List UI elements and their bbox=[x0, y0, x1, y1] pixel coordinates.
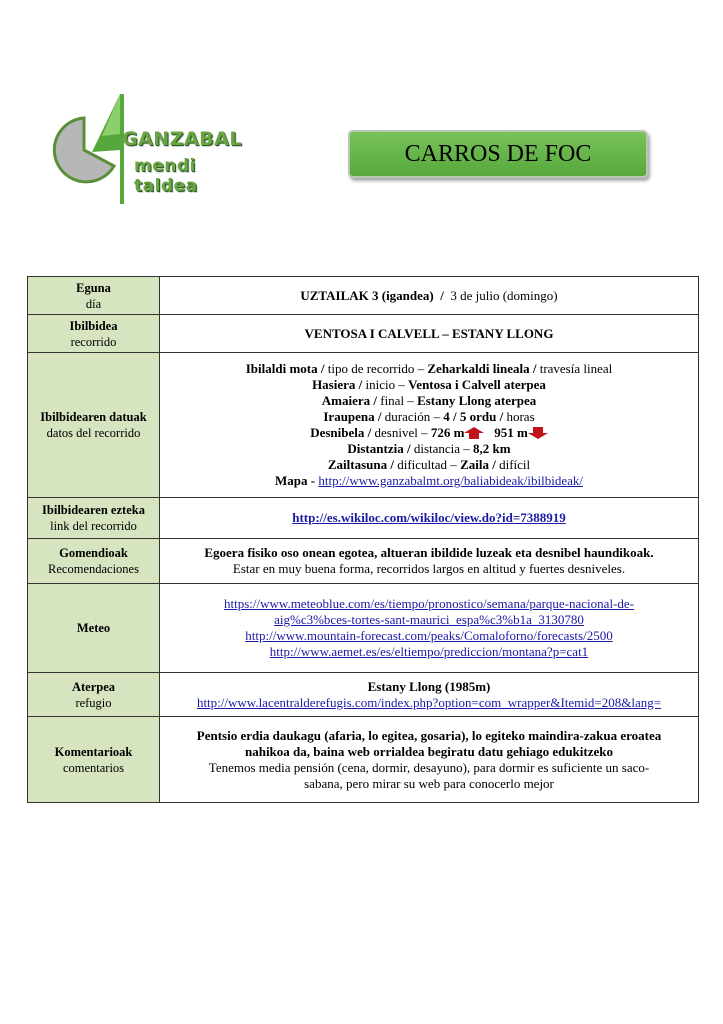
label-recommendations: Gomendioak Recomendaciones bbox=[28, 539, 160, 584]
wikiloc-link[interactable]: http://es.wikiloc.com/wikiloc/view.do?id=7388919 bbox=[292, 510, 566, 525]
row-route-data bbox=[28, 353, 699, 498]
refuge-name: Estany Llong (1985m) bbox=[367, 678, 491, 694]
row-refuge bbox=[28, 673, 699, 717]
value-route-data bbox=[160, 353, 699, 498]
refuge-link[interactable]: http://www.lacentralderefugis.com/index.php?option=com_wrapper&Itemid=208&lang= bbox=[196, 694, 662, 710]
page-title: CARROS DE FOC bbox=[404, 140, 592, 167]
detail-difficulty: Zailtasuna / dificultad – Zaila / difícil bbox=[327, 457, 531, 472]
route-table bbox=[27, 276, 699, 803]
value-refuge bbox=[160, 673, 699, 717]
label-route-link: Ibilbidearen ezteka link del recorrido bbox=[28, 498, 160, 539]
value-recommendations: Egoera fisiko oso onean egotea, altueran ibildide luzeak eta desnibel haundikoak. Estar en muy buena forma, recorridos largos en altitud y fuertes desniveles. bbox=[160, 539, 699, 584]
arrow-down-icon bbox=[528, 427, 548, 439]
value-comments: Pentsio erdia daukagu (afaria, lo egitea, gosaria), lo egiteko maindira-zakua eroatea nahikoa da, baina web orrialdea begiratu datu gehiago edukitzeko Tenemos media pensión (cena, dormir, desayuno), para dormir es suficiente un saco- sabana, pero mirar su web para conocerlo mejor bbox=[160, 717, 699, 803]
row-comments bbox=[28, 717, 699, 803]
label-weather: Meteo bbox=[28, 584, 160, 673]
label-date: Eguna día bbox=[28, 277, 160, 315]
meteoblue-link-1[interactable]: https://www.meteoblue.com/es/tiempo/pronostico/semana/parque-nacional-de- bbox=[224, 596, 634, 611]
value-date: UZTAILAK 3 (igandea) / 3 de julio (domingo) bbox=[160, 277, 699, 315]
row-weather bbox=[28, 584, 699, 673]
detail-type: Ibilaldi mota / tipo de recorrido – Zeharkaldi lineala / travesía lineal bbox=[245, 361, 613, 376]
value-weather bbox=[160, 584, 699, 673]
mountain-forecast-link[interactable]: http://www.mountain-forecast.com/peaks/Comaloforno/forecasts/2500 bbox=[245, 628, 613, 643]
title-banner bbox=[348, 130, 648, 178]
detail-map: Mapa - http://www.ganzabalmt.org/baliabideak/ibilbideak/ bbox=[275, 473, 583, 488]
detail-duration: Iraupena / duración – 4 / 5 ordu / horas bbox=[323, 409, 535, 424]
detail-end: Amaiera / final – Estany Llong aterpea bbox=[321, 393, 537, 408]
detail-distance: Distantzia / distancia – 8,2 km bbox=[347, 441, 511, 456]
label-route-data: Ibilbidearen datuak datos del recorrido bbox=[28, 353, 160, 498]
logo-name: GANZABAL bbox=[122, 128, 242, 150]
arrow-up-icon bbox=[464, 427, 484, 439]
detail-start: Hasiera / inicio – Ventosa i Calvell aterpea bbox=[312, 377, 546, 392]
row-route-link bbox=[28, 498, 699, 539]
row-recommendations bbox=[28, 539, 699, 584]
label-refuge: Aterpea refugio bbox=[28, 673, 160, 717]
row-date bbox=[28, 277, 699, 315]
logo-subtitle: mendi taldea bbox=[134, 156, 198, 196]
label-route: Ibilbidea recorrido bbox=[28, 315, 160, 353]
value-route-link bbox=[160, 498, 699, 539]
value-route: VENTOSA I CALVELL – ESTANY LLONG bbox=[160, 315, 699, 353]
detail-elevation: Desnibela / desnivel – 726 m 951 m bbox=[160, 425, 698, 441]
map-link[interactable]: http://www.ganzabalmt.org/baliabideak/ibilbideak/ bbox=[318, 473, 583, 488]
club-logo bbox=[48, 92, 248, 207]
label-comments: Komentarioak comentarios bbox=[28, 717, 160, 803]
row-route bbox=[28, 315, 699, 353]
aemet-link[interactable]: http://www.aemet.es/es/eltiempo/prediccion/montana?p=cat1 bbox=[269, 644, 589, 659]
meteoblue-link-2[interactable]: aig%c3%bces-tortes-sant-maurici_espa%c3%b1a_3130780 bbox=[274, 612, 584, 627]
